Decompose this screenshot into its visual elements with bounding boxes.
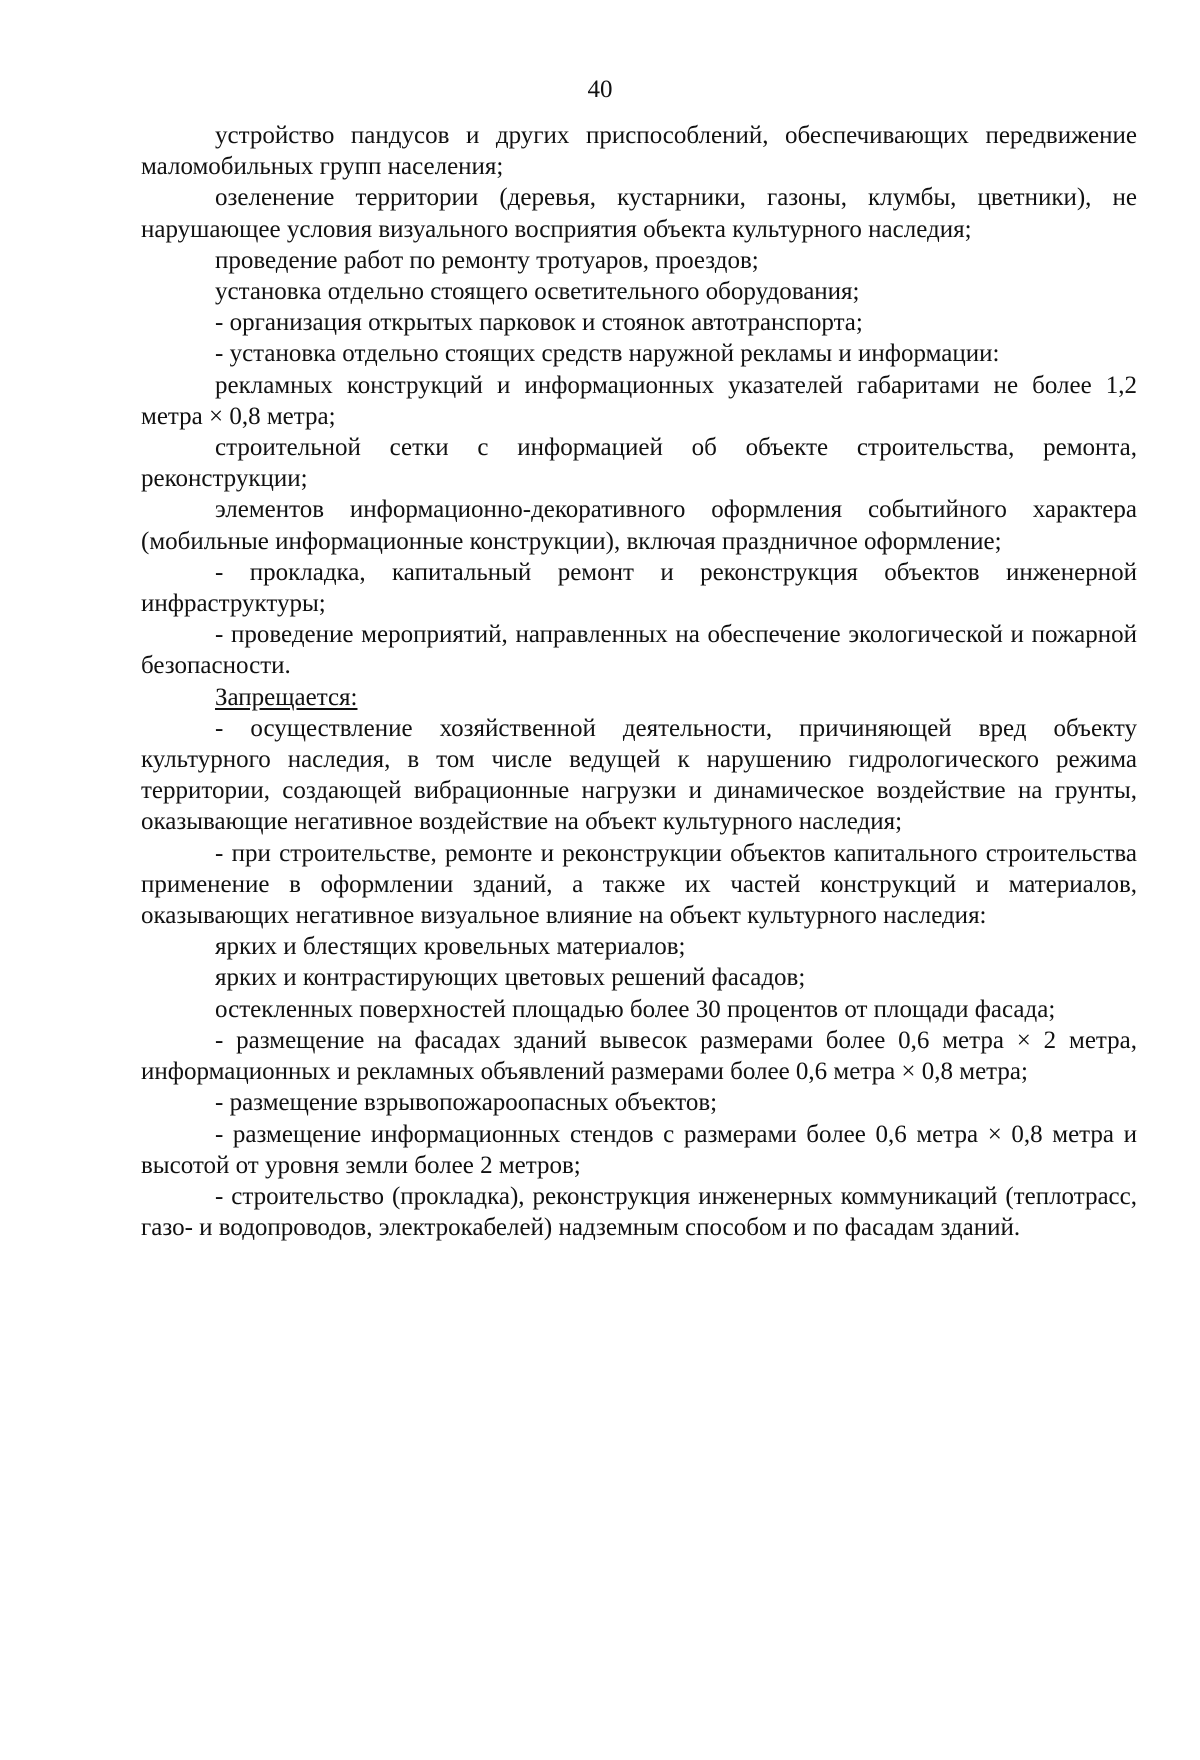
paragraph-decorative-elements: элементов информационно-декоративного оформления событийного характера (мобильные информационные конструкции), включая праздничное оформление; — [141, 496, 1137, 555]
paragraph-sidewalk-repair: проведение работ по ремонту тротуаров, проездов; — [215, 246, 759, 274]
page-number: 40 — [587, 76, 613, 103]
paragraph-construction-materials: - при строительстве, ремонте и реконструкции объектов капитального строительства применение в оформлении зданий, а также их частей конструкций и материалов, оказывающих негативное визуальное влияние на объект культурного наследия: — [141, 839, 1137, 930]
paragraph-glazing: остекленных поверхностей площадью более 30 процентов от площади фасада; — [215, 995, 1056, 1023]
paragraph-roofing: ярких и блестящих кровельных материалов; — [215, 933, 686, 961]
heading-prohibited — [141, 682, 1137, 713]
paragraph-ad-structures: рекламных конструкций и информационных указателей габаритами не более 1,2 метра × 0,8 метра; — [141, 371, 1137, 430]
paragraph-explosive: - размещение взрывопожароопасных объектов; — [215, 1089, 718, 1117]
prohibited-label: Запрещается: — [215, 683, 358, 711]
paragraph-infrastructure: - прокладка, капитальный ремонт и реконструкция объектов инженерной инфраструктуры; — [141, 558, 1137, 618]
document-body — [141, 120, 1137, 1243]
paragraph-parking: - организация открытых парковок и стоянок автотранспорта; — [215, 309, 863, 337]
paragraph-harmful-activity: - осуществление хозяйственной деятельности, причиняющей вред объекту культурного наследия, в том числе ведущей к нарушению гидрологического режима территории, создающей вибрационные нагрузки и динамическое воздействие на грунты, оказывающие негативное воздействие на объект культурного наследия; — [141, 714, 1137, 836]
paragraph-lighting: установка отдельно стоящего осветительного оборудования; — [215, 278, 860, 306]
paragraph-facade-colors: ярких и контрастирующих цветовых решений фасадов; — [215, 964, 806, 992]
paragraph-signage: - размещение на фасадах зданий вывесок размерами более 0,6 метра × 2 метра, информационных и рекламных объявлений размерами более 0,6 метра × 0,8 метра; — [141, 1026, 1137, 1086]
paragraph-construction-mesh: строительной сетки с информацией об объекте строительства, ремонта, реконструкции; — [141, 434, 1137, 493]
paragraph-utilities: - строительство (прокладка), реконструкция инженерных коммуникаций (теплотрасс, газо- и водопроводов, электрокабелей) надземным способом и по фасадам зданий. — [141, 1182, 1137, 1242]
paragraph-landscaping: озеленение территории (деревья, кустарники, газоны, клумбы, цветники), не нарушающее условия визуального восприятия объекта культурного наследия; — [141, 184, 1137, 243]
paragraph-advertising: - установка отдельно стоящих средств наружной рекламы и информации: — [215, 340, 1000, 368]
paragraph-stands: - размещение информационных стендов с размерами более 0,6 метра × 0,8 метра и высотой от уровня земли более 2 метров; — [141, 1120, 1137, 1179]
paragraph-ramps: устройство пандусов и других приспособлений, обеспечивающих передвижение маломобильных групп населения; — [141, 122, 1137, 181]
paragraph-safety: - проведение мероприятий, направленных на обеспечение экологической и пожарной безопасности. — [141, 621, 1137, 680]
